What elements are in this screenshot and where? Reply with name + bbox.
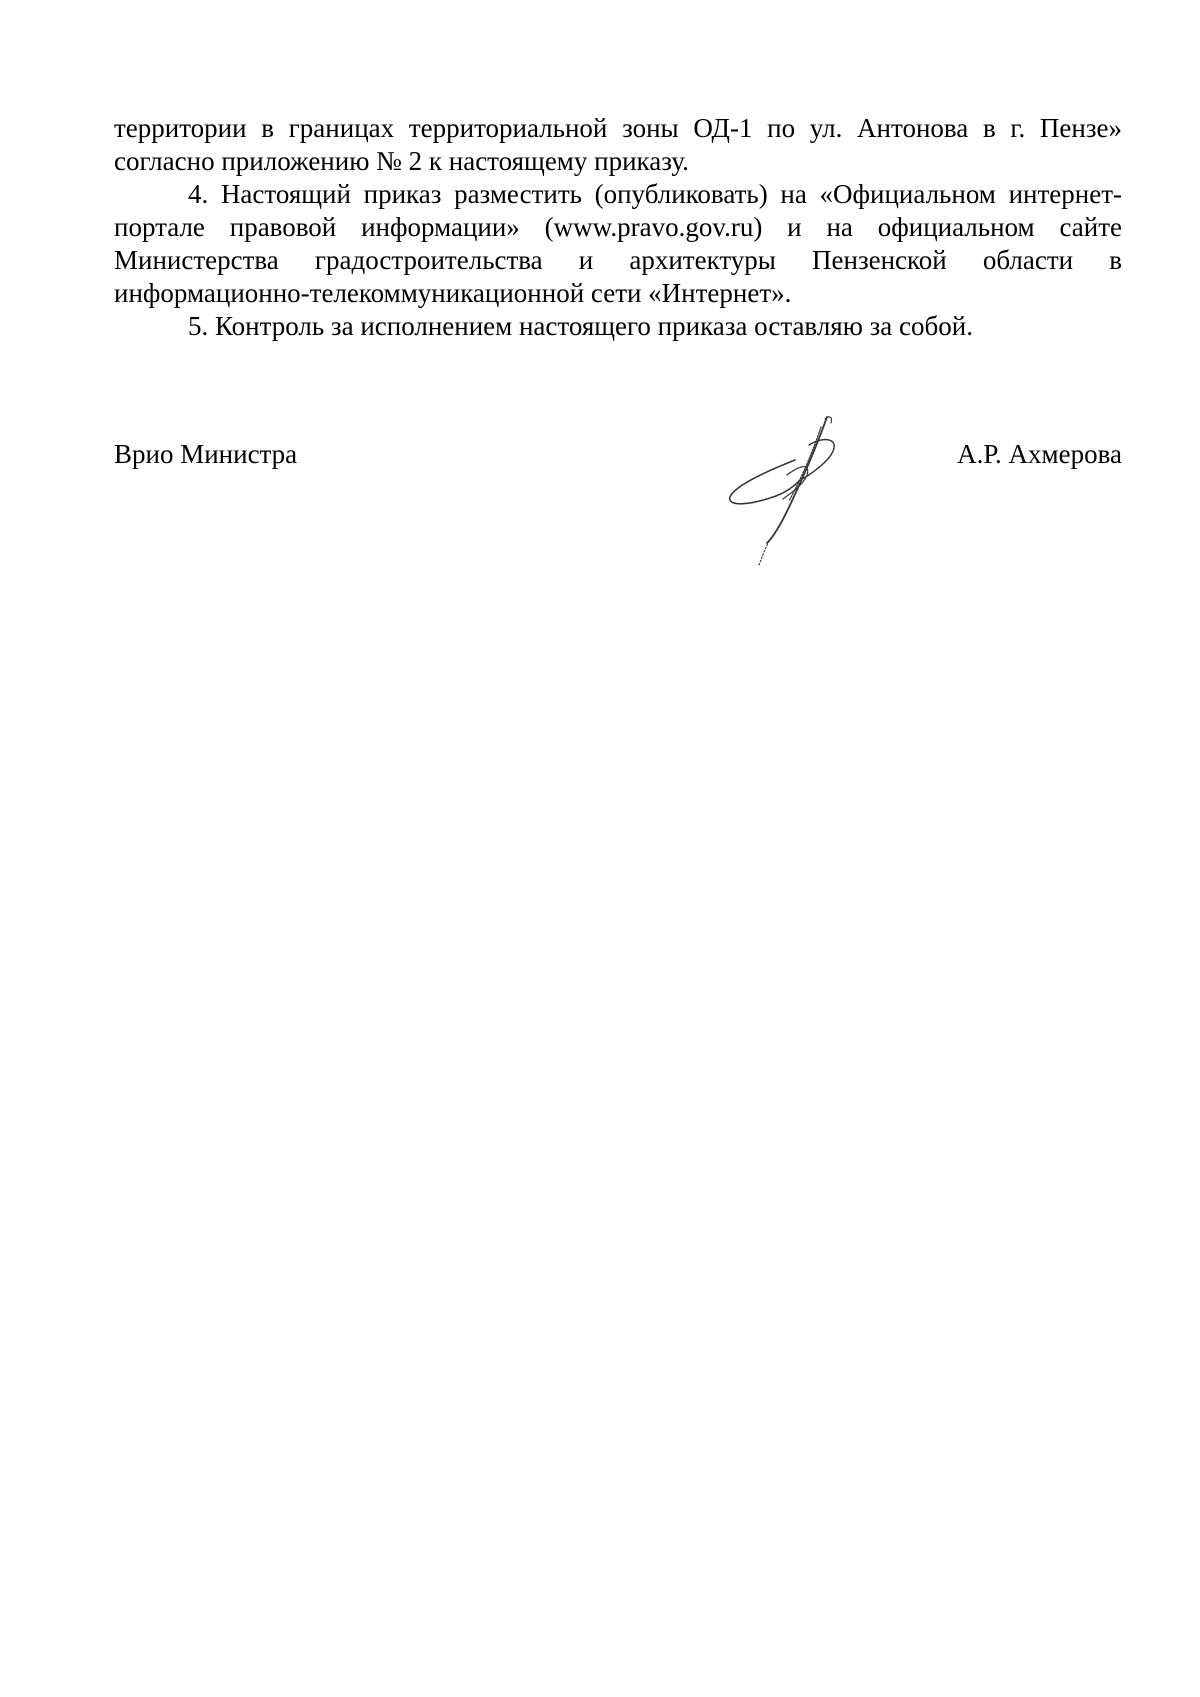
paragraph-item-4: 4. Настоящий приказ разместить (опубликовать) на «Официальном интернет-портале правовой информации» (www.pravo.gov.ru) и на официальном сайте Министерства градостроительства и архитектуры Пензенской области в информационно-телекоммуникационной сети «Интернет». xyxy=(114,179,1122,308)
signature-block xyxy=(114,438,1122,478)
handwritten-signature xyxy=(725,415,855,575)
paragraph-continuation: территории в границах территориальной зоны ОД-1 по ул. Антонова в г. Пензе» согласно приложению № 2 к настоящему приказу. xyxy=(114,113,1122,176)
signatory-name: А.Р. Ахмерова xyxy=(957,439,1122,469)
paragraph-item-5: 5. Контроль за исполнением настоящего приказа оставляю за собой. xyxy=(188,311,973,341)
document-body xyxy=(114,112,1122,343)
signatory-title: Врио Министра xyxy=(114,439,298,469)
